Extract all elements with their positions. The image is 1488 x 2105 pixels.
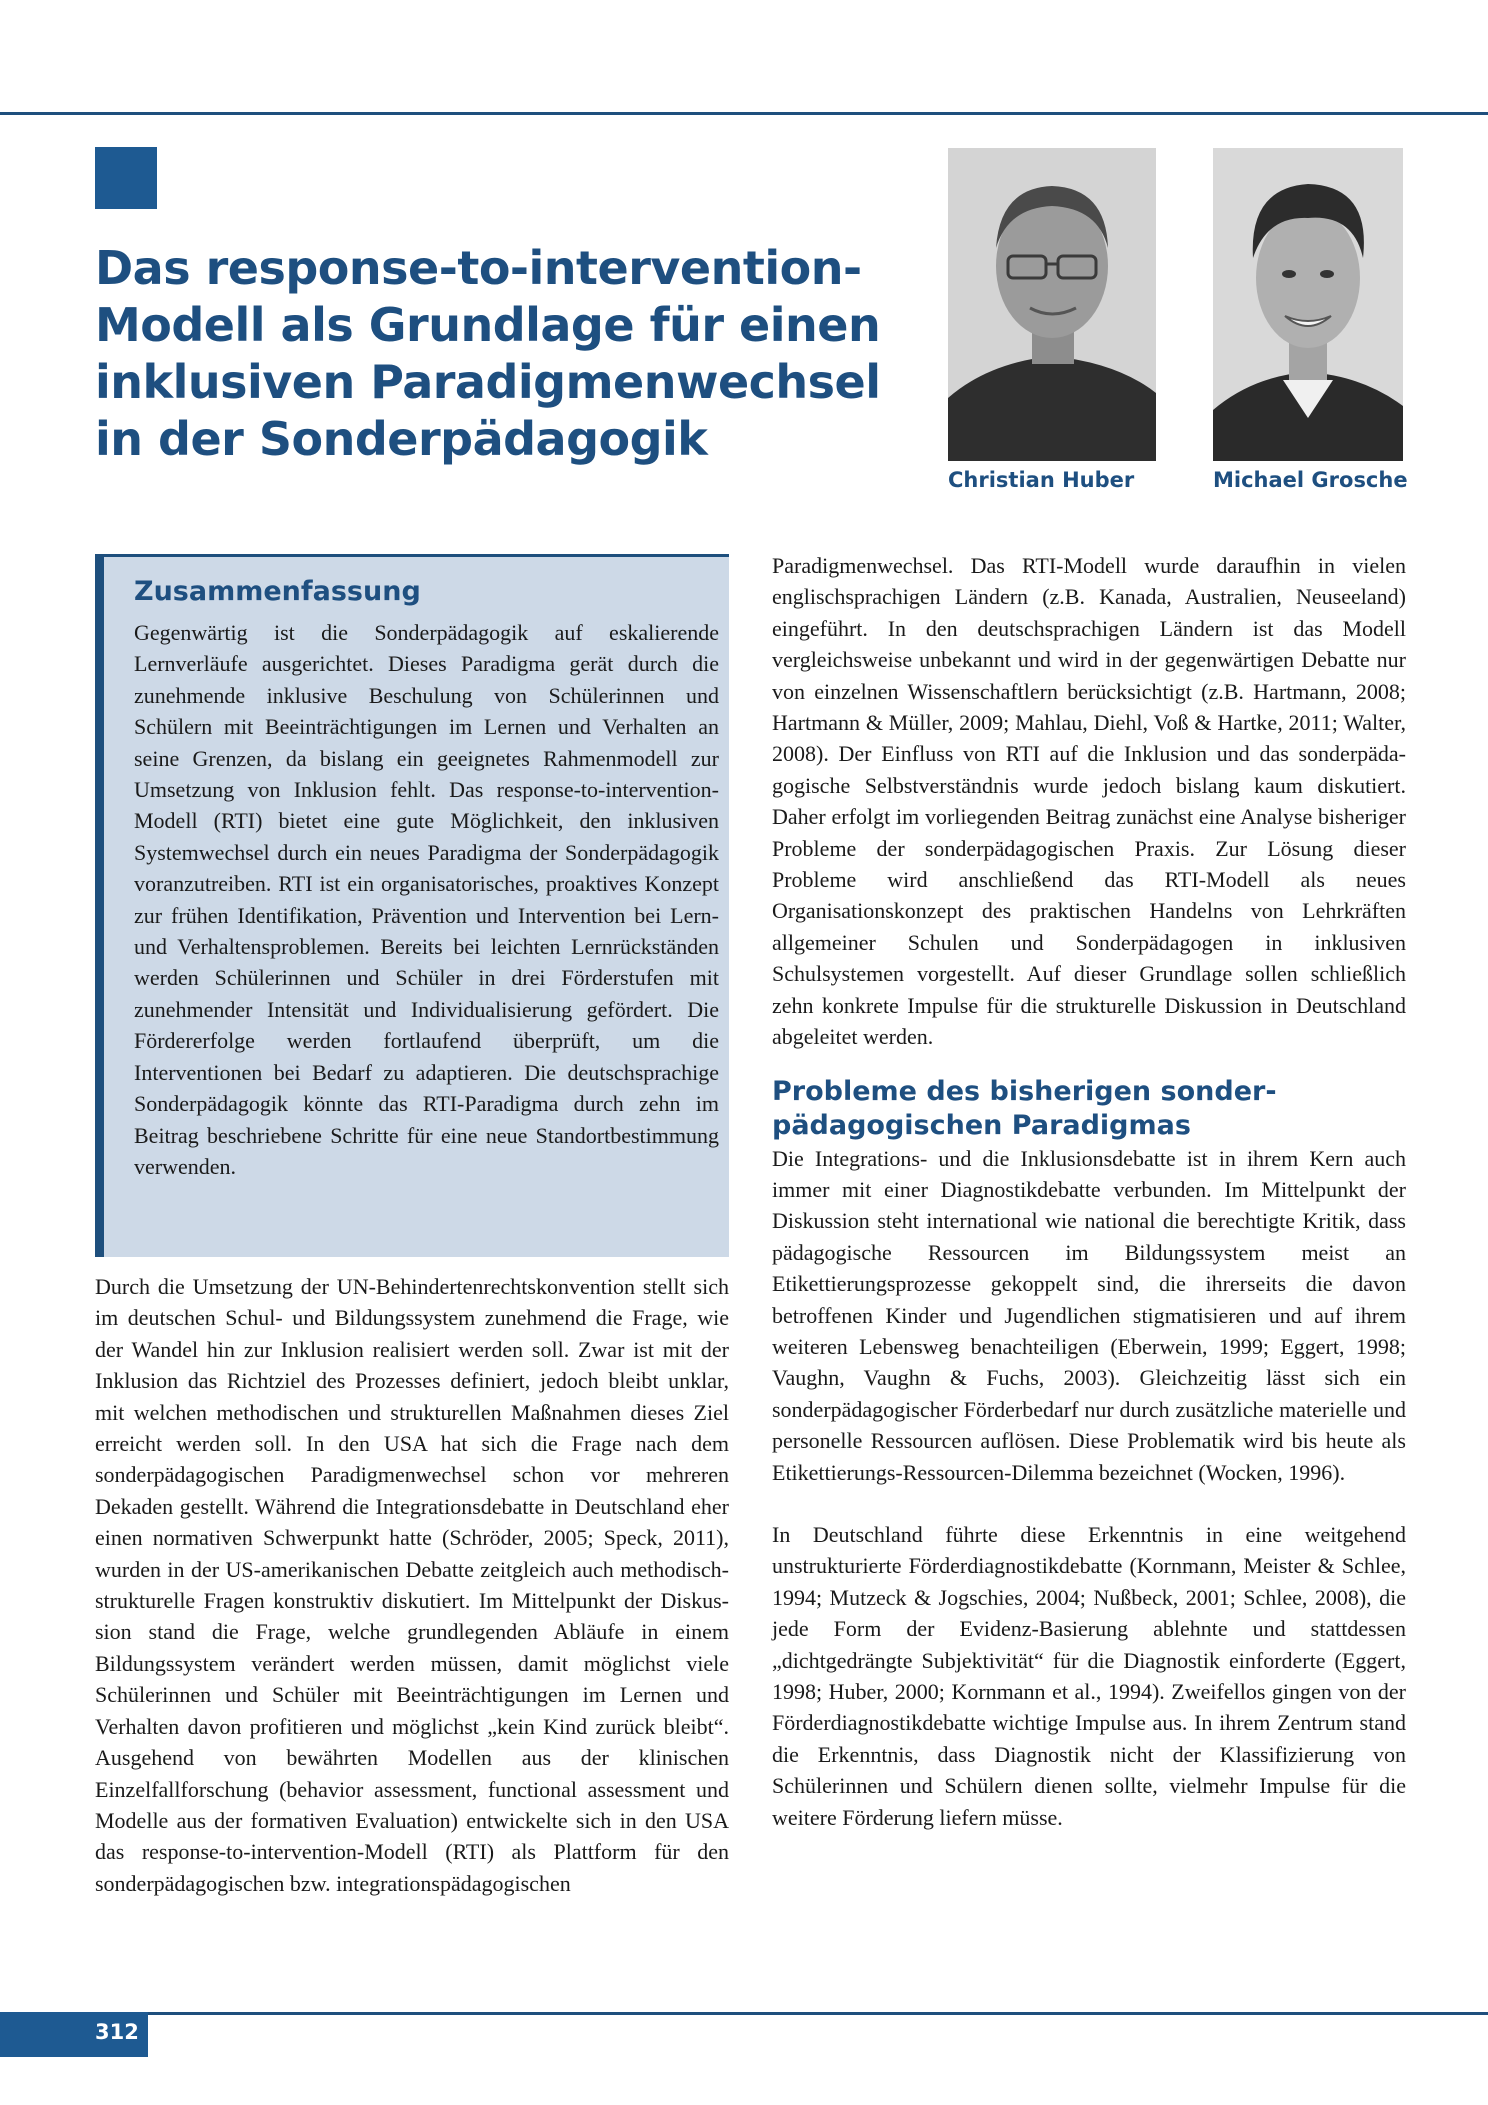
abstract-box: [95, 554, 729, 1257]
author-photo-christian-huber: [948, 148, 1156, 461]
title-line: in der Sonderpädagogik: [95, 412, 708, 466]
section-heading: [772, 1075, 1406, 1143]
abstract-heading: Zusammenfassung: [134, 576, 421, 607]
title-line: inklusiven Paradigmenwechsel: [95, 355, 881, 409]
body-paragraph: Die Integrations- und die Inklusionsdebatte ist in ihrem Kern auch immer mit einer Diagnostikdebatte verbunden. Im Mittelpunkt der Diskussion steht international wie national die berechtigte Kritik, dass pädagogische Ressourcen im Bildungssystem meist an Etikettierungsprozesse gekoppelt sind, die ihrerseits die davon betroffenen Kinder und Jugendlichen stigmatisieren und auf ihrem weiteren Lebensweg benachteiligen (Eberwein, 1999; Eggert, 1998; Vaughn, Vaughn & Fuchs, 2003). Gleichzeitig lässt sich ein sonderpädagogischer Förderbedarf nur durch zusätzliche materielle und personelle Ressourcen auflösen. Diese Problematik wird bis heute als Etikettierungs-Ressourcen-Dilemma bezeichnet (Wocken, 1996).: [772, 1145, 1406, 1485]
footer-rule: [0, 2012, 1488, 2015]
body-paragraph: Paradigmenwechsel. Das RTI-Modell wurde daraufhin in vielen englischsprachigen Ländern (z.B. Kanada, Australien, Neuseeland) eingeführt. In den deutschsprachigen Ländern ist das Modell vergleichsweise unbekannt und wird in der gegenwärtigen Debatte nur von einzelnen Wissenschaftlern berücksichtigt (z.B. Hartmann, 2008; Hartmann & Müller, 2009; Mahlau, Diehl, Voß & Hartke, 2011; Walter, 2008). Der Einfluss von RTI auf die Inklusion und das sonderpädagogische Selbstverständnis wurde jedoch bislang kaum diskutiert. Daher erfolgt im vorliegenden Beitrag zunächst eine Analyse bisheriger Probleme der sonderpädagogischen Praxis. Zur Lösung dieser Probleme wird anschließend das RTI-Modell als neues Organisationskonzept des praktischen Handelns von Lehrkräften allgemeiner Schulen und Sonderpädagogen in inklusiven Schulsystemen vorgestellt. Auf dieser Grundlage sollen schließlich zehn konkrete Impulse für die strukturelle Diskussion in Deutschland abgeleitet werden.: [772, 553, 1406, 1050]
author-name: Christian Huber: [948, 468, 1135, 492]
title-line: Modell als Grundlage für einen: [95, 298, 881, 352]
abstract-text: Gegenwärtig ist die Sonderpädagogik auf eskalierende Lernverläufe ausgerichtet. Dieses Paradigma gerät durch die zunehmende inklusive Beschulung von Schülerinnen und Schülern mit Beeinträchtigungen im Lernen und Verhalten an seine Grenzen, da bislang ein geeignetes Rahmenmodell zur Umsetzung von Inklusion fehlt. Das response-to-intervention-Modell (RTI) bietet eine gute Möglichkeit, den inklusiven Systemwechsel durch ein neues Paradigma der Sonderpädagogik voranzutreiben. RTI ist ein organisatorisches, proaktives Konzept zur frühen Identifikation, Prävention und Intervention bei Lern- und Verhaltensproblemen. Bereits bei leichten Lernrückständen werden Schülerinnen und Schüler in drei Förderstufen mit zunehmender Intensität und Individualisierung gefördert. Die Fördererfolge werden fortlaufend überprüft, um die Interventionen bei Bedarf zu adaptieren. Die deutschsprachige Sonderpädagogik könnte das RTI-Paradigma durch zehn im Beitrag beschriebene Schritte für eine neue Standortbestimmung verwenden.: [134, 620, 719, 1179]
body-paragraph: In Deutschland führte diese Erkenntnis in eine weitgehend unstrukturierte Förderdiagnostikdebatte (Kornmann, Meister & Schlee, 1994; Mutzeck & Jogschies, 2004; Nußbeck, 2001; Schlee, 2008), die jede Form der Evidenz-Basierung ablehnte und stattdessen „dichtgedrängte Subjektivität“ für die Diagnostik einforderte (Eggert, 1998; Huber, 2000; Kornmann et al., 1994). Zweifellos gingen von der Förderdiagnostikdebatte wichtige Impulse aus. In ihrem Zentrum stand die Erkenntnis, dass Diagnostik nicht der Klassifizierung von Schülerinnen und Schülern dienen sollte, vielmehr Impulse für die weitere Förderung liefern müsse.: [772, 1521, 1406, 1830]
page-number: 312: [95, 2020, 139, 2044]
title-line: Das response-to-intervention-: [95, 241, 862, 295]
paragraph-gap: [772, 1488, 1406, 1519]
author-name: Michael Grosche: [1213, 468, 1408, 492]
body-column-right: [772, 550, 1406, 1833]
section-heading-line: pädagogischen Paradigmas: [772, 1109, 1191, 1141]
body-column-left: [95, 1271, 729, 1899]
body-paragraph: Durch die Umsetzung der UN-Behindertenrechtskonvention stellt sich im deutschen Schul- und Bildungssystem zunehmend die Frage, wie der Wandel hin zur Inklusion realisiert werden soll. Zwar ist mit der Inklusion das Richtziel des Prozesses definiert, jedoch bleibt unklar, mit welchen methodischen und strukturellen Maßnahmen dieses Ziel erreicht werden soll. In den USA hat sich die Frage nach dem sonderpädagogischen Paradigmenwechsel schon vor mehreren Dekaden gestellt. Während die Integrationsdebatte in Deutschland eher einen normativen Schwerpunkt hatte (Schröder, 2005; Speck, 2011), wurden in der US-amerikanischen Debatte zeitgleich auch methodisch-strukturelle Fragen konstruktiv diskutiert. Im Mittelpunkt der Diskussion stand die Frage, welche grundlegenden Abläufe in einem Bildungssystem verändert werden müssen, damit möglichst viele Schülerinnen und Schüler mit Beeinträchtigungen im Lernen und Verhalten davon profitieren und möglichst „kein Kind zurück bleibt“. Ausgehend von bewährten Modellen aus der klinischen Einzelfallforschung (behavior assessment, functional assessment und Modelle aus der formativen Evaluation) entwickelte sich in den USA das response-to-intervention-Modell (RTI) als Plattform für den sonderpädagogischen bzw. integrationspädagogischen: [95, 1274, 729, 1896]
header-rule: [0, 112, 1488, 115]
article-title: [95, 240, 895, 468]
section-marker-square: [95, 147, 157, 209]
section-heading-line: Probleme des bisherigen sonder-: [772, 1075, 1277, 1107]
author-photo-michael-grosche: [1213, 148, 1403, 461]
